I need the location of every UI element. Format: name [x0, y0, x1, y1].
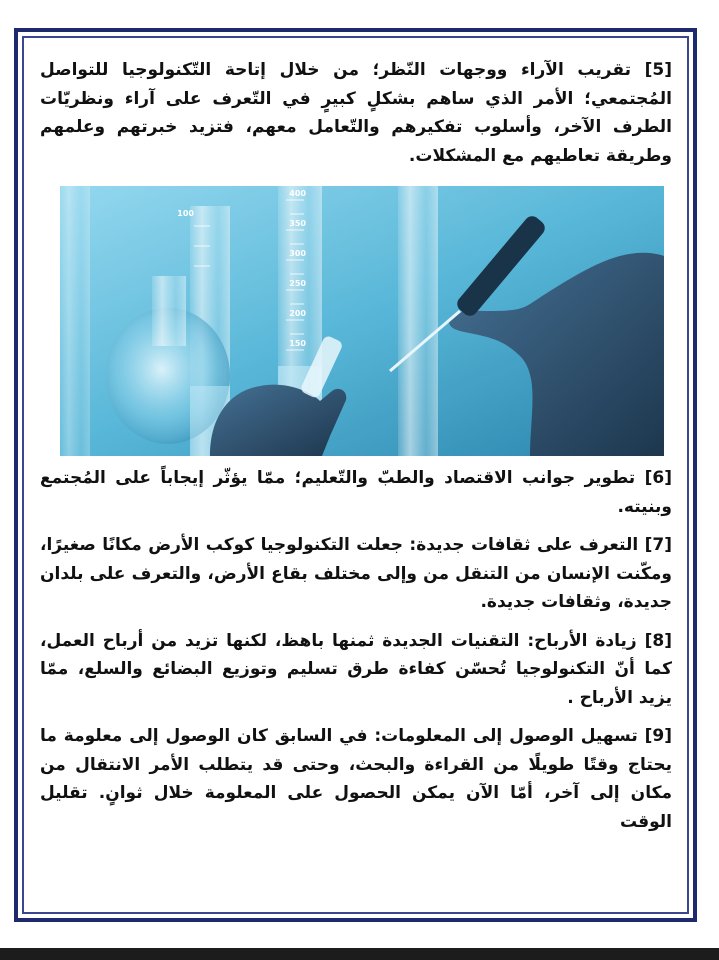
laboratory-photo [60, 186, 664, 456]
paragraph-6 [40, 464, 672, 521]
paragraph-text: تقريب الآراء ووجهات النّظر؛ من خلال إتاحة التّكنولوجيا للتواصل المُجتمعي؛ الأمر الذي ساهم بشكلٍ كبيرٍ في التّعرف على آراء ونظريّات الطرف الآخر، وأسلوب تفكيرهم والتّعامل معهم، فتزيد خبرتهم وعلمهم وطريقة تعاطيهم مع المشكلات. [40, 60, 672, 166]
screen-bottom-bar [0, 948, 719, 960]
paragraph-text: تطوير جوانب الاقتصاد والطبّ والتّعليم؛ ممّا يؤثّر إيجاباً على المُجتمع وبنيته. [40, 468, 672, 517]
paragraph-number: [7] [644, 535, 673, 555]
scale-label: 150 [289, 339, 306, 348]
paragraph-text: زيادة الأرباح: التقنيات الجديدة ثمنها باهظ، لكنها تزيد من أرباح العمل، كما أنّ التكنولوجيا تُحسّن كفاءة طرق تسليم وتوزيع البضائع والسلع، ممّا يزيد الأرباح . [40, 630, 672, 708]
paragraph-number: [8] [644, 630, 672, 651]
paragraph-8 [40, 627, 672, 713]
scale-label: 350 [289, 219, 306, 228]
scale-label: 300 [289, 249, 306, 258]
scale-label: 200 [289, 309, 306, 318]
paragraph-number: [5] [644, 60, 672, 80]
scale-label: 250 [289, 279, 306, 288]
paragraph-9 [40, 722, 672, 836]
scale-label: 400 [289, 189, 306, 198]
paragraph-number: [6] [644, 468, 672, 488]
scale-label: 100 [177, 209, 194, 218]
paragraph-number: [9] [644, 726, 672, 746]
paragraph-5 [40, 56, 672, 170]
article-body [40, 52, 672, 836]
paragraph-text: التعرف على ثقافات جديدة: جعلت التكنولوجيا كوكب الأرض مكانًا صغيرًا، ومكّنت الإنسان من التنقل من وإلى مختلف بقاع الأرض، والتعرف على بلدان جديدة، وثقافات جديدة. [40, 535, 672, 612]
paragraph-text: تسهيل الوصول إلى المعلومات: في السابق كان الوصول إلى معلومة ما يحتاج وقتًا طويلًا من القراءة والبحث، وحتى قد يتطلب الأمر الانتقال من مكان إلى آخر، أمّا الآن يمكن الحصول على المعلومة خلال ثوانٍ. تقليل الوقت [40, 726, 672, 832]
paragraph-7 [40, 531, 672, 617]
